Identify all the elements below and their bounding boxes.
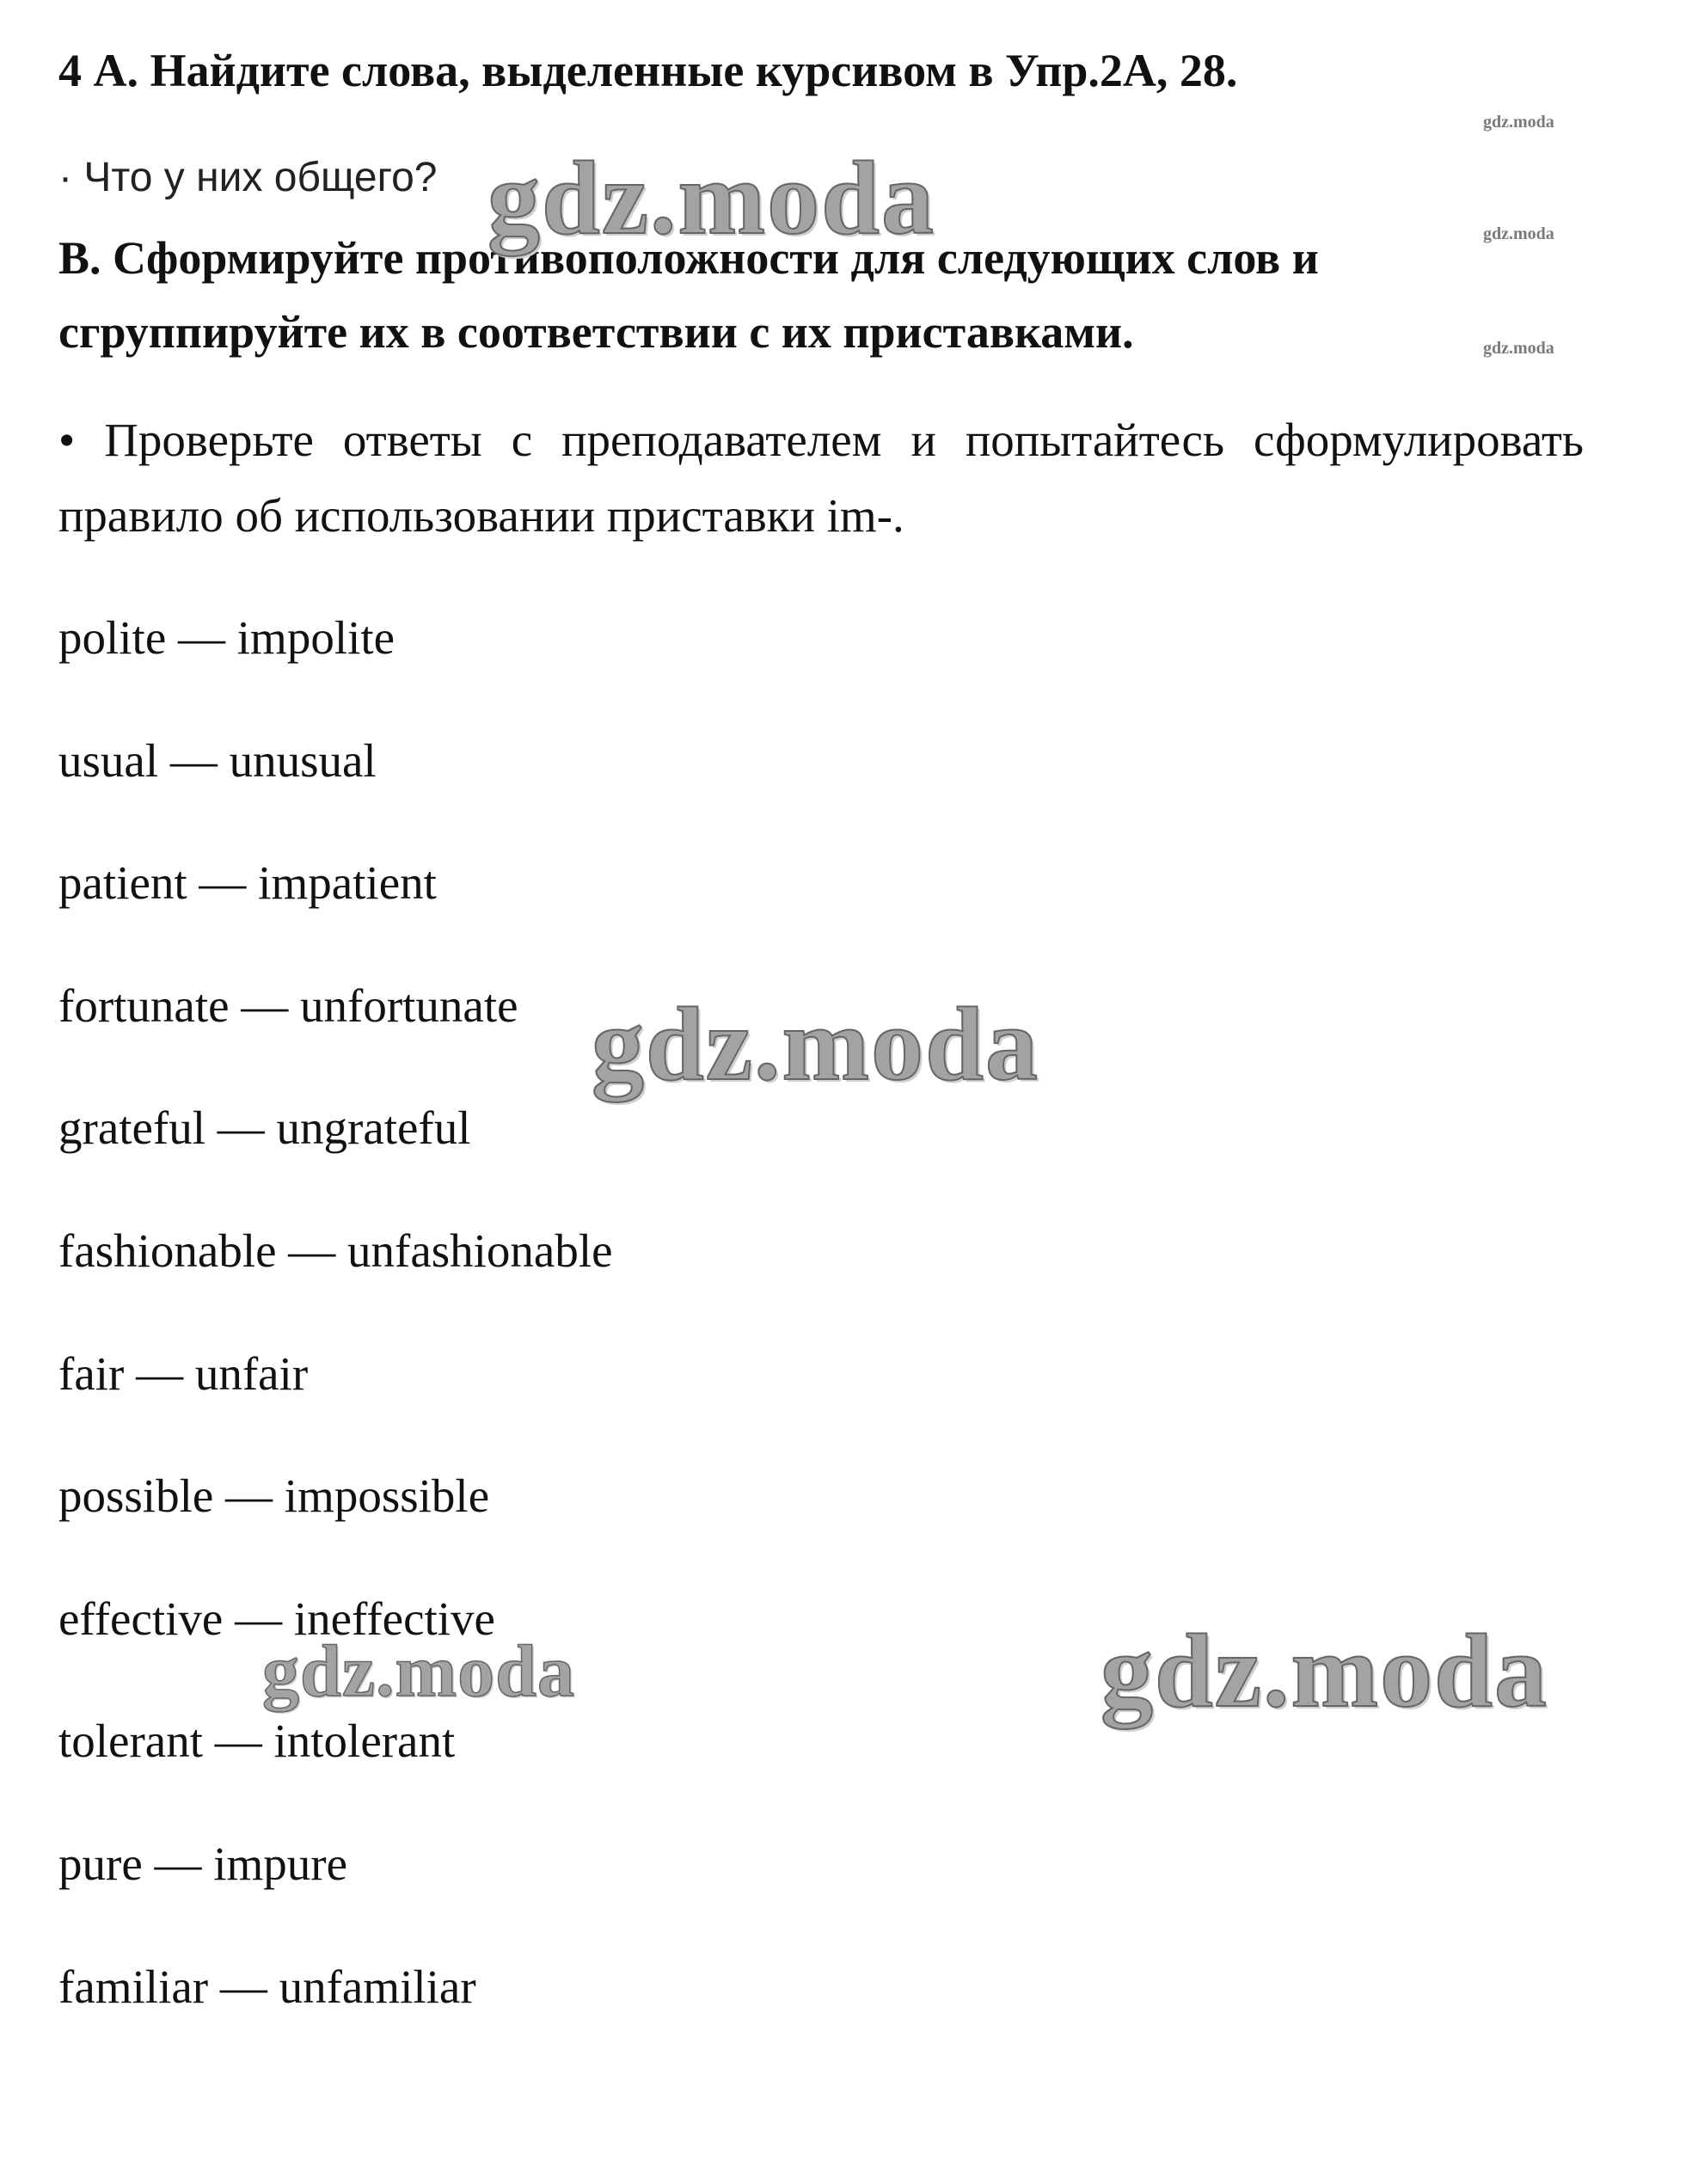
word-pair: polite — impolite: [58, 611, 395, 664]
word-pair: fashionable — unfashionable: [58, 1224, 613, 1277]
exercise-heading: 4 А. Найдите слова, выделенные курсивом в Упр.2А, 28.: [58, 45, 1238, 96]
word-pair: tolerant — intolerant: [58, 1715, 456, 1768]
watermark-large: gdz.moda: [592, 986, 1039, 1102]
question-text: · Что у них общего?: [58, 155, 438, 200]
word-pair: pure — impure: [58, 1837, 348, 1890]
word-pair: usual — unusual: [58, 733, 377, 787]
word-pairs-list: [58, 577, 613, 2048]
word-pair: patient — impatient: [58, 856, 437, 910]
watermark-small: gdz.moda: [1483, 113, 1554, 132]
watermark-medium: gdz.moda: [262, 1629, 575, 1712]
watermark-large: gdz.moda: [1100, 1613, 1548, 1729]
watermark-small: gdz.moda: [1483, 339, 1554, 358]
watermark-large: gdz.moda: [487, 140, 935, 256]
watermark-small: gdz.moda: [1483, 224, 1554, 243]
part-b-heading-line-1: В. Сформируйте противоположности для следующих слов и: [58, 232, 1319, 284]
instruction-line-1: • Проверьте ответы с преподавателем и попытайтесь сформулировать: [58, 414, 1584, 466]
instruction-line-2: правило об использовании приставки im-.: [58, 489, 904, 542]
word-pair: familiar — unfamiliar: [58, 1960, 476, 2013]
word-pair: fair — unfair: [58, 1347, 309, 1400]
word-pair: effective — ineffective: [58, 1592, 495, 1645]
word-pair: possible — impossible: [58, 1469, 490, 1523]
word-pair: grateful — ungrateful: [58, 1101, 471, 1155]
word-pair: fortunate — unfortunate: [58, 979, 518, 1032]
part-b-heading-line-2: сгруппируйте их в соответствии с их приставками.: [58, 306, 1134, 358]
